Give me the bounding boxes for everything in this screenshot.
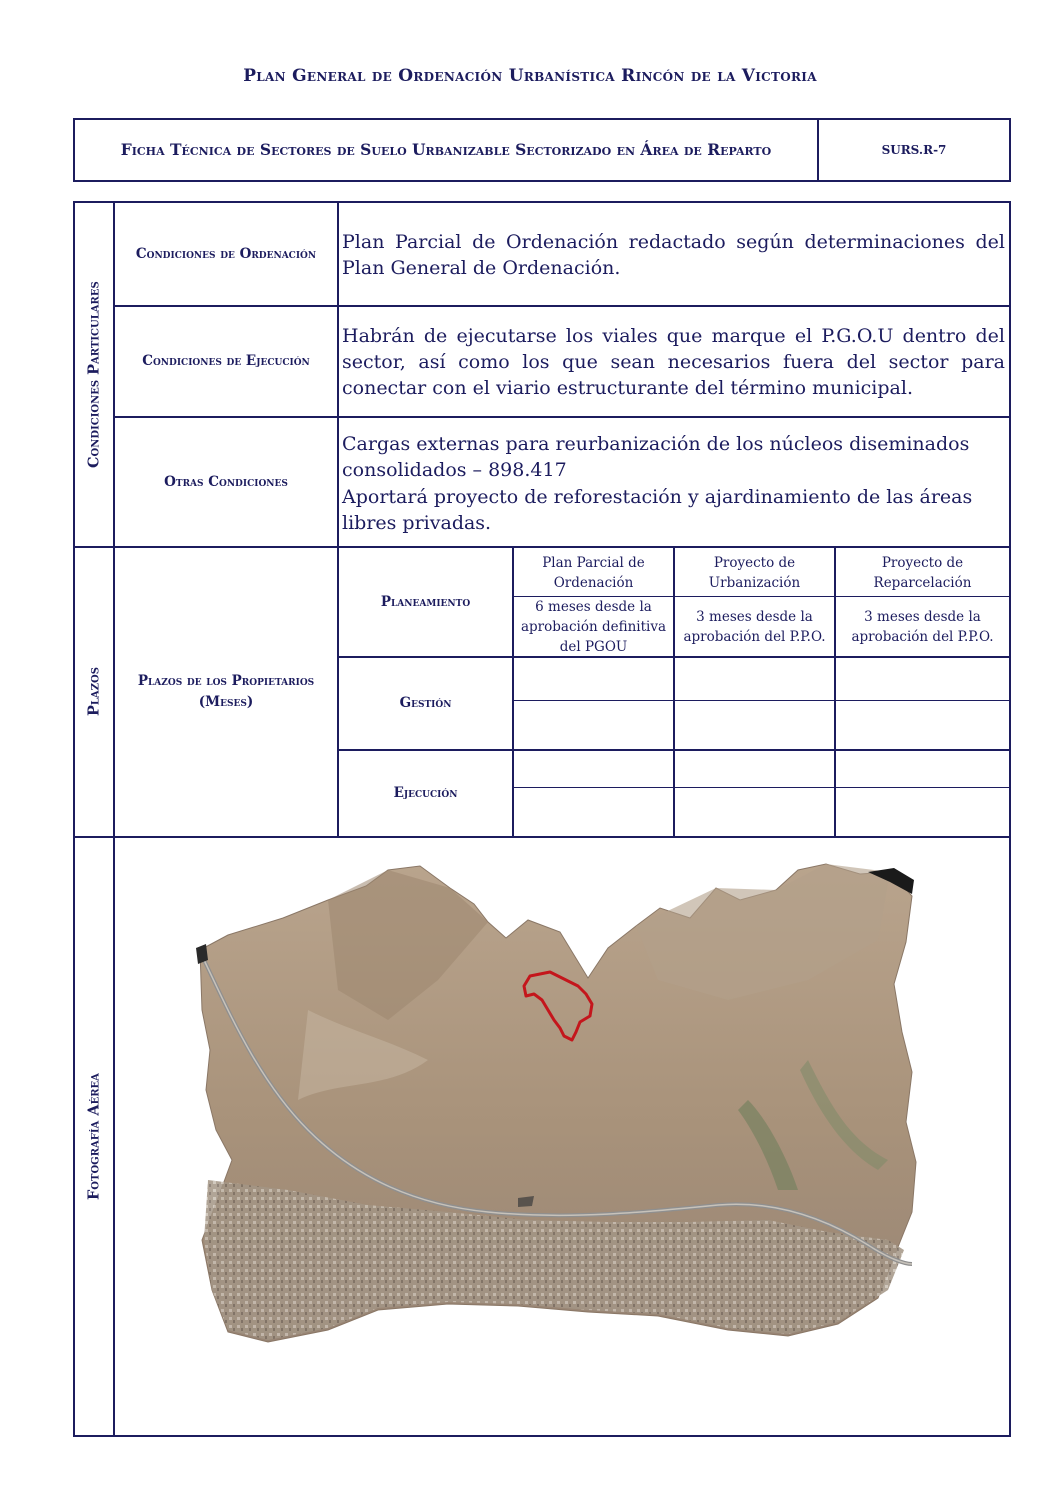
document-title: Plan General de Ordenación Urbanística Rincón de la Victoria: [243, 66, 817, 86]
text-ejecucion: Habrán de ejecutarse los viales que marque el P.G.O.U dentro del sector, así como los que sean necesarios fuera del sector para conectar con el viario estructurante del término municipal.: [342, 325, 1005, 399]
label-planeamiento: Planeamiento: [380, 593, 471, 610]
divider: [512, 787, 1009, 788]
text-otras-cargas: Cargas externas para reurbanización de los núcleos diseminados consolidados – 898.417: [342, 433, 970, 481]
label-gestion: Gestión: [399, 695, 452, 711]
sector-code: SURS.R-7: [881, 143, 947, 157]
divider: [75, 836, 1009, 838]
label-ejecucion-plazo: Ejecución: [393, 785, 458, 801]
section-label-plazos: Plazos: [85, 667, 103, 717]
value-proyecto-urbanizacion: 3 meses desde la aprobación del P.P.O.: [683, 608, 826, 645]
sheet-heading: Ficha Técnica de Sectores de Suelo Urbanizable Sectorizado en Área de Reparto: [75, 120, 819, 180]
col-proyecto-urbanizacion: Proyecto de Urbanización: [708, 555, 801, 591]
sheet-header: [73, 118, 1011, 182]
divider: [512, 700, 1009, 701]
text-otras-reforestacion: Aportará proyecto de reforestación y ajardinamiento de las áreas libres privadas.: [342, 486, 973, 534]
text-ordenacion: Plan Parcial de Ordenación redactado según determinaciones del Plan General de Ordenación.: [342, 231, 1005, 279]
label-ejecucion: Condiciones de Ejecución: [142, 353, 310, 369]
label-otras: Otras Condiciones: [164, 473, 288, 490]
value-proyecto-reparcelacion: 3 meses desde la aprobación del P.P.O.: [851, 608, 994, 645]
aerial-photo: [188, 860, 928, 1360]
value-plan-parcial: 6 meses desde la aprobación definitiva del PGOU: [520, 598, 667, 655]
label-plazos-propietarios: Plazos de los Propietarios (Meses): [137, 673, 315, 710]
section-label-foto: Fotografía Aérea: [85, 1073, 103, 1200]
section-label-particulares: Condiciones Particulares: [85, 281, 103, 468]
label-ordenacion: Condiciones de Ordenación: [135, 245, 317, 262]
col-plan-parcial: Plan Parcial de Ordenación: [542, 555, 645, 591]
col-proyecto-reparcelacion: Proyecto de Reparcelación: [873, 555, 972, 591]
